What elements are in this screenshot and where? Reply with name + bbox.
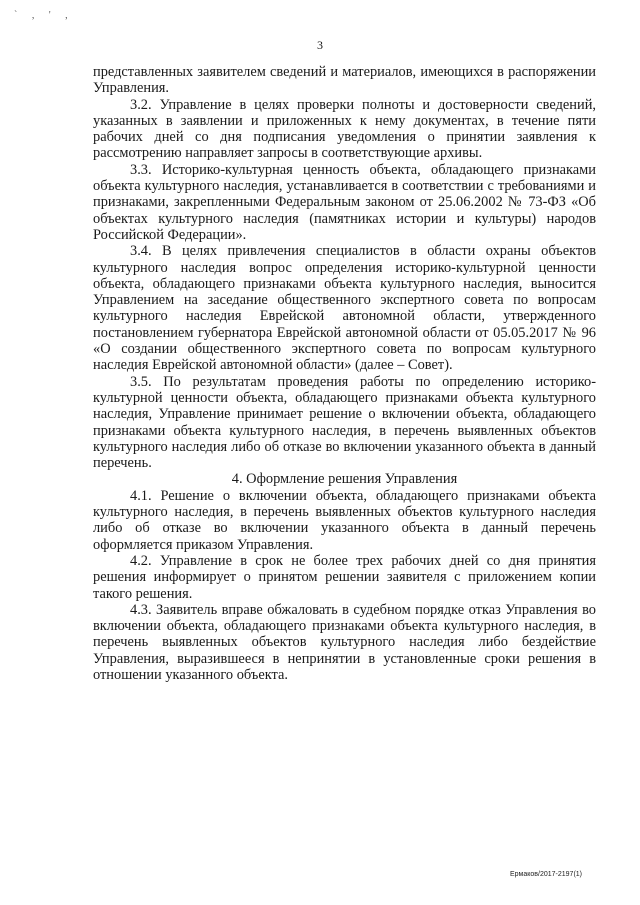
section-heading: 4. Оформление решения Управления (231, 471, 458, 488)
paragraph-4-3: 4.3. Заявитель вправе обжаловать в судебном порядке отказ Управления во включении объекта, обладающего признаками объекта культурного наследия, в перечень выявленных объектов культурного наследия либо бездействие Управления, выразившееся в непринятии в установленные сроки решения в отношении указанного объекта. (93, 601, 596, 683)
paragraph-3-5: 3.5. По результатам проведения работы по определению историко-культурной ценности объекта, обладающего признаками объекта культурного наследия, Управление принимает решение о включении объекта, обладающего признаками объекта культурного наследия, в перечень выявленных объектов культурного наследия либо об отказе во включении указанного объекта в данный перечень. (93, 373, 596, 472)
paragraph-4-2: 4.2. Управление в срок не более трех рабочих дней со дня принятия решения информирует о принятом решении заявителя с приложением копии такого решения. (93, 552, 596, 602)
document-body (93, 64, 596, 683)
paragraph-3-3: 3.3. Историко-культурная ценность объекта, обладающего признаками объекта культурного наследия, устанавливается в соответствии с требованиями и признаками, закрепленными Федеральным законом от 25.06.2002 № 73-ФЗ «Об объектах культурного наследия (памятниках истории и культуры) народов Российской Федерации». (93, 161, 596, 243)
paragraph-3-4: 3.4. В целях привлечения специалистов в области охраны объектов культурного наследия вопрос определения историко-культурной ценности объекта, обладающего признаками объекта культурного наследия, выносится Управлением на заседание общественного экспертного совета по вопросам культурного наследия Еврейской автономной области, утвержденного постановлением губернатора Еврейской автономной области от 05.05.2017 № 96 «О создании общественного экспертного совета по вопросам культурного наследия Еврейской автономной области» (далее – Совет). (93, 243, 596, 374)
scan-marks: ` , ' , (14, 10, 74, 21)
page-number: 3 (317, 38, 323, 52)
paragraph-3-2: 3.2. Управление в целях проверки полноты и достоверности сведений, указанных в заявлении и приложенных к нему документах, в течение пяти рабочих дней со дня подписания уведомления о принятии заявления к рассмотрению направляет запросы в соответствующие архивы. (93, 96, 596, 162)
paragraph-continuation: представленных заявителем сведений и материалов, имеющихся в распоряжении Управления. (93, 64, 596, 97)
footer-document-code: Ермаков/2017-2197(1) (510, 871, 582, 878)
paragraph-4-1: 4.1. Решение о включении объекта, обладающего признаками объекта культурного наследия, в перечень выявленных объектов культурного наследия либо об отказе во включении указанного объекта в данный перечень оформляется приказом Управления. (93, 487, 596, 553)
